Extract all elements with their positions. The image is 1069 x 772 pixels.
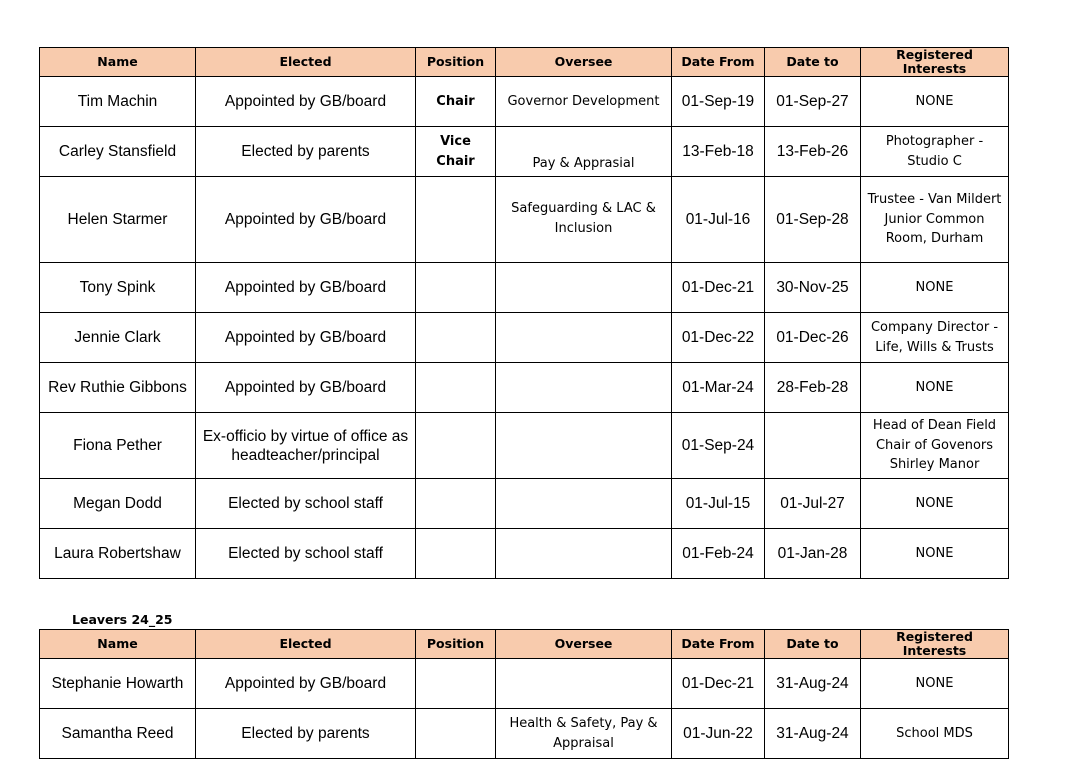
table-row	[40, 77, 1009, 127]
cell-date-to: 30-Nov-25	[765, 263, 861, 313]
header-registered-interests: Registered Interests	[861, 630, 1009, 659]
cell-interests: Company Director - Life, Wills & Trusts	[861, 313, 1009, 363]
cell-position	[416, 363, 496, 413]
header-name: Name	[40, 48, 196, 77]
leavers-title: Leavers 24_25	[72, 612, 173, 627]
header-row	[40, 48, 1009, 77]
cell-elected: Elected by school staff	[196, 529, 416, 579]
cell-date-to: 31-Aug-24	[765, 709, 861, 759]
cell-name: Fiona Pether	[40, 413, 196, 479]
cell-oversee: Safeguarding & LAC & Inclusion	[496, 177, 672, 263]
table-row	[40, 529, 1009, 579]
header-date-to: Date to	[765, 48, 861, 77]
header-row	[40, 630, 1009, 659]
table-row	[40, 313, 1009, 363]
cell-date-to: 01-Jan-28	[765, 529, 861, 579]
cell-date-from: 01-Jul-16	[672, 177, 765, 263]
cell-date-from: 01-Dec-22	[672, 313, 765, 363]
cell-oversee	[496, 363, 672, 413]
cell-date-from: 13-Feb-18	[672, 127, 765, 177]
header-registered-interests: Registered Interests	[861, 48, 1009, 77]
cell-elected: Ex-officio by virtue of office as headteacher/principal	[196, 413, 416, 479]
cell-position: Vice Chair	[416, 127, 496, 177]
header-elected: Elected	[196, 630, 416, 659]
cell-name: Tim Machin	[40, 77, 196, 127]
cell-elected: Appointed by GB/board	[196, 659, 416, 709]
cell-date-from: 01-Dec-21	[672, 263, 765, 313]
cell-date-from: 01-Feb-24	[672, 529, 765, 579]
header-date-from: Date From	[672, 48, 765, 77]
header-date-to: Date to	[765, 630, 861, 659]
cell-name: Helen Starmer	[40, 177, 196, 263]
cell-name: Jennie Clark	[40, 313, 196, 363]
header-oversee: Oversee	[496, 48, 672, 77]
cell-date-from: 01-Jun-22	[672, 709, 765, 759]
table-row	[40, 709, 1009, 759]
cell-date-to: 31-Aug-24	[765, 659, 861, 709]
cell-elected: Appointed by GB/board	[196, 77, 416, 127]
cell-oversee	[496, 263, 672, 313]
cell-date-to	[765, 413, 861, 479]
cell-position	[416, 529, 496, 579]
cell-oversee	[496, 413, 672, 479]
cell-position	[416, 177, 496, 263]
cell-date-from: 01-Jul-15	[672, 479, 765, 529]
cell-date-to: 28-Feb-28	[765, 363, 861, 413]
cell-date-to: 01-Dec-26	[765, 313, 861, 363]
cell-elected: Appointed by GB/board	[196, 313, 416, 363]
cell-elected: Appointed by GB/board	[196, 263, 416, 313]
cell-name: Samantha Reed	[40, 709, 196, 759]
table-row	[40, 177, 1009, 263]
cell-position	[416, 313, 496, 363]
cell-oversee	[496, 659, 672, 709]
cell-name: Carley Stansfield	[40, 127, 196, 177]
cell-date-from: 01-Dec-21	[672, 659, 765, 709]
cell-oversee: Governor Development	[496, 77, 672, 127]
cell-interests: NONE	[861, 659, 1009, 709]
cell-date-to: 01-Jul-27	[765, 479, 861, 529]
cell-interests: NONE	[861, 479, 1009, 529]
cell-interests: Head of Dean Field Chair of Govenors Shirley Manor	[861, 413, 1009, 479]
cell-oversee: Pay & Apprasial	[496, 127, 672, 177]
cell-elected: Elected by parents	[196, 709, 416, 759]
cell-date-to: 13-Feb-26	[765, 127, 861, 177]
cell-interests: NONE	[861, 529, 1009, 579]
table-row	[40, 413, 1009, 479]
cell-oversee: Health & Safety, Pay & Appraisal	[496, 709, 672, 759]
cell-elected: Appointed by GB/board	[196, 177, 416, 263]
header-position: Position	[416, 48, 496, 77]
header-position: Position	[416, 630, 496, 659]
cell-interests: NONE	[861, 363, 1009, 413]
cell-position	[416, 263, 496, 313]
cell-elected: Elected by school staff	[196, 479, 416, 529]
cell-name: Laura Robertshaw	[40, 529, 196, 579]
table-row	[40, 127, 1009, 177]
cell-interests: Photographer - Studio C	[861, 127, 1009, 177]
cell-position	[416, 659, 496, 709]
leavers-table	[39, 629, 1009, 759]
cell-date-to: 01-Sep-28	[765, 177, 861, 263]
cell-interests: School MDS	[861, 709, 1009, 759]
cell-name: Megan Dodd	[40, 479, 196, 529]
cell-position: Chair	[416, 77, 496, 127]
cell-oversee	[496, 529, 672, 579]
cell-name: Rev Ruthie Gibbons	[40, 363, 196, 413]
table-row	[40, 659, 1009, 709]
cell-position	[416, 413, 496, 479]
cell-interests: Trustee - Van Mildert Junior Common Room, Durham	[861, 177, 1009, 263]
cell-name: Tony Spink	[40, 263, 196, 313]
table-row	[40, 263, 1009, 313]
cell-name: Stephanie Howarth	[40, 659, 196, 709]
header-elected: Elected	[196, 48, 416, 77]
cell-position	[416, 709, 496, 759]
cell-oversee	[496, 479, 672, 529]
cell-interests: NONE	[861, 77, 1009, 127]
table-row	[40, 363, 1009, 413]
cell-elected: Appointed by GB/board	[196, 363, 416, 413]
cell-date-from: 01-Sep-24	[672, 413, 765, 479]
cell-oversee	[496, 313, 672, 363]
header-oversee: Oversee	[496, 630, 672, 659]
header-name: Name	[40, 630, 196, 659]
cell-date-from: 01-Mar-24	[672, 363, 765, 413]
cell-interests: NONE	[861, 263, 1009, 313]
cell-elected: Elected by parents	[196, 127, 416, 177]
cell-date-from: 01-Sep-19	[672, 77, 765, 127]
cell-date-to: 01-Sep-27	[765, 77, 861, 127]
header-date-from: Date From	[672, 630, 765, 659]
table-row	[40, 479, 1009, 529]
cell-position	[416, 479, 496, 529]
governors-table	[39, 47, 1009, 579]
